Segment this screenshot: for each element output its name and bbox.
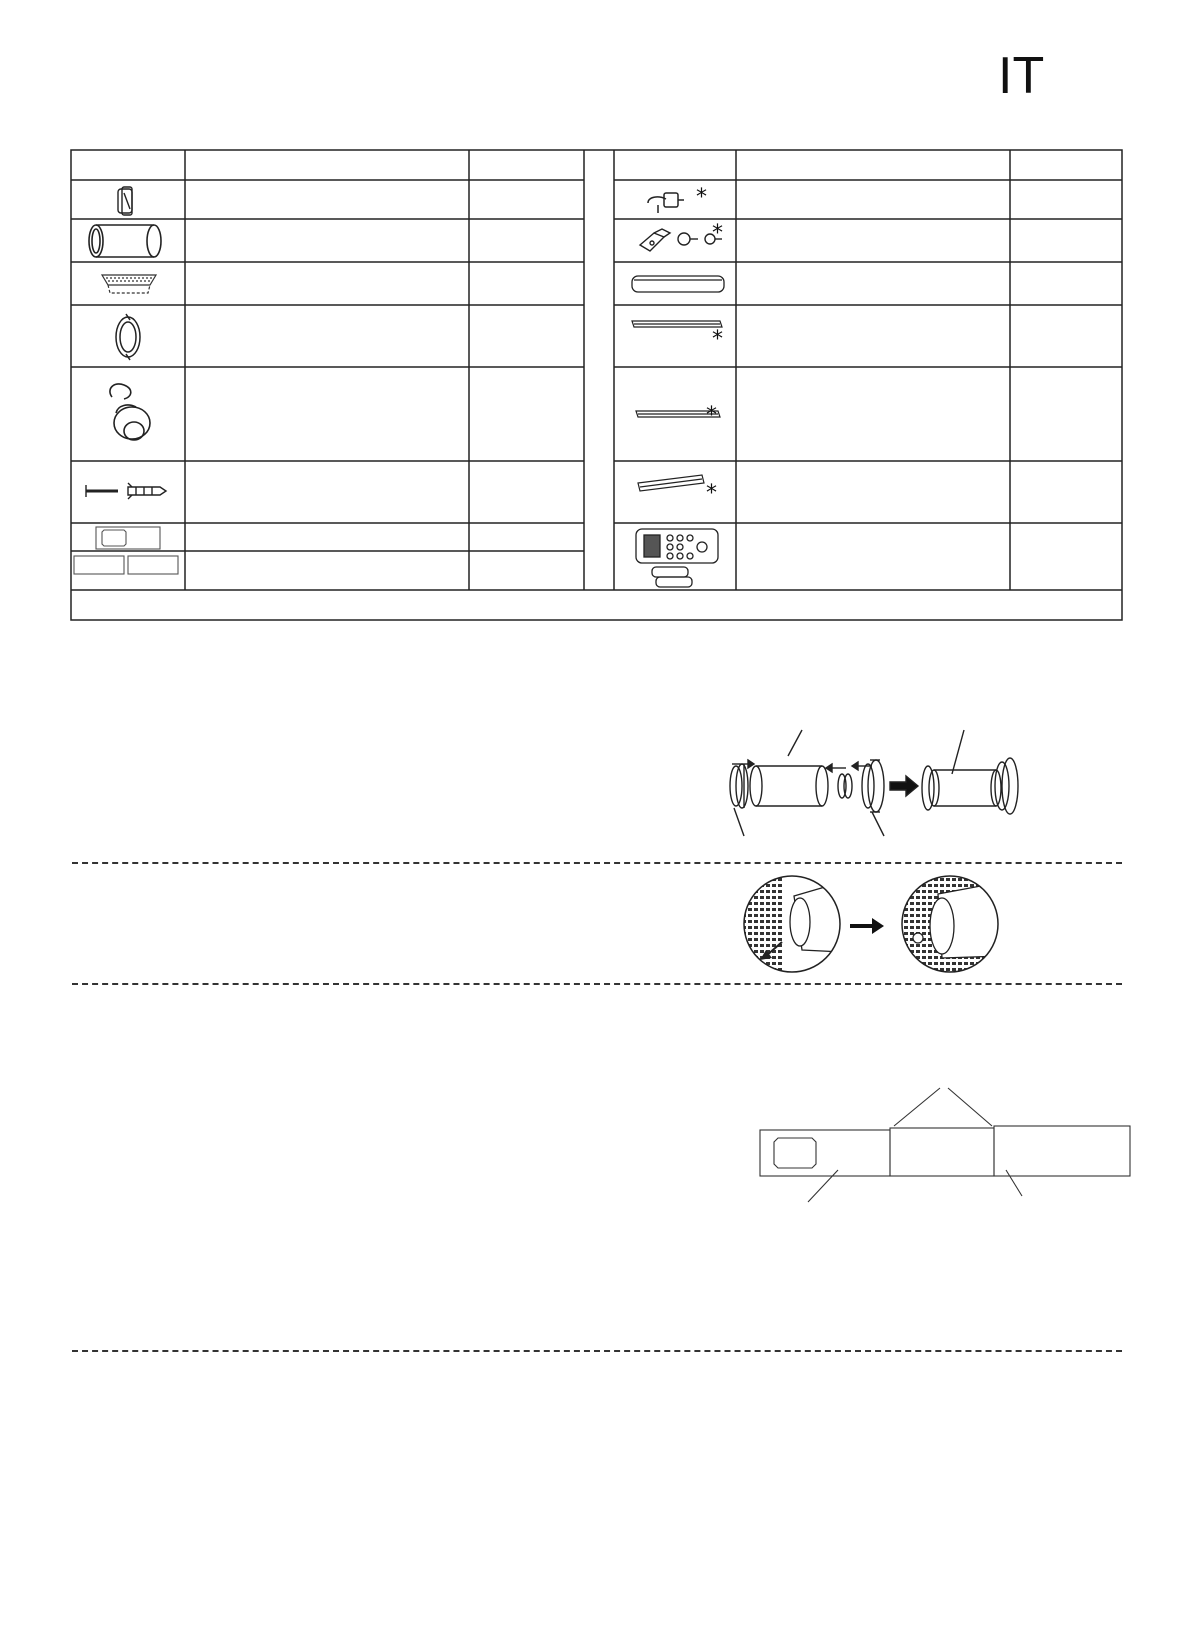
hose-to-unit-figure: [742, 872, 1004, 978]
window-adapter-icon: [96, 267, 166, 301]
bolt-icon: [644, 187, 688, 215]
section-divider: [72, 983, 1122, 985]
window-slider-adapter-icon: [110, 185, 150, 217]
exhaust-hose-icon: [86, 222, 166, 260]
optional-marker: *: [712, 327, 723, 352]
window-seal-icon: [94, 526, 162, 550]
slider-insert-icon: [634, 469, 710, 497]
optional-marker: *: [706, 403, 717, 428]
optional-marker: *: [706, 481, 717, 506]
section-divider: [72, 1350, 1122, 1352]
optional-marker: *: [696, 185, 707, 210]
slider-panel-icon: [630, 267, 726, 301]
section-divider: [72, 862, 1122, 864]
optional-marker: *: [712, 221, 723, 246]
window-slider-figure: [752, 1030, 1134, 1204]
parts-table-grid: [70, 149, 1123, 621]
hose-assembly-figure: [722, 726, 1032, 842]
language-code: IT: [998, 47, 1045, 105]
foam-seal-strips-icon: [72, 554, 180, 576]
drain-adapter-icon: [104, 377, 156, 449]
screw-and-anchor-icon: [80, 477, 180, 507]
remote-control-and-batteries-icon: [634, 527, 720, 589]
parts-table: [70, 149, 1123, 621]
hose-connector-icon: [108, 311, 148, 363]
